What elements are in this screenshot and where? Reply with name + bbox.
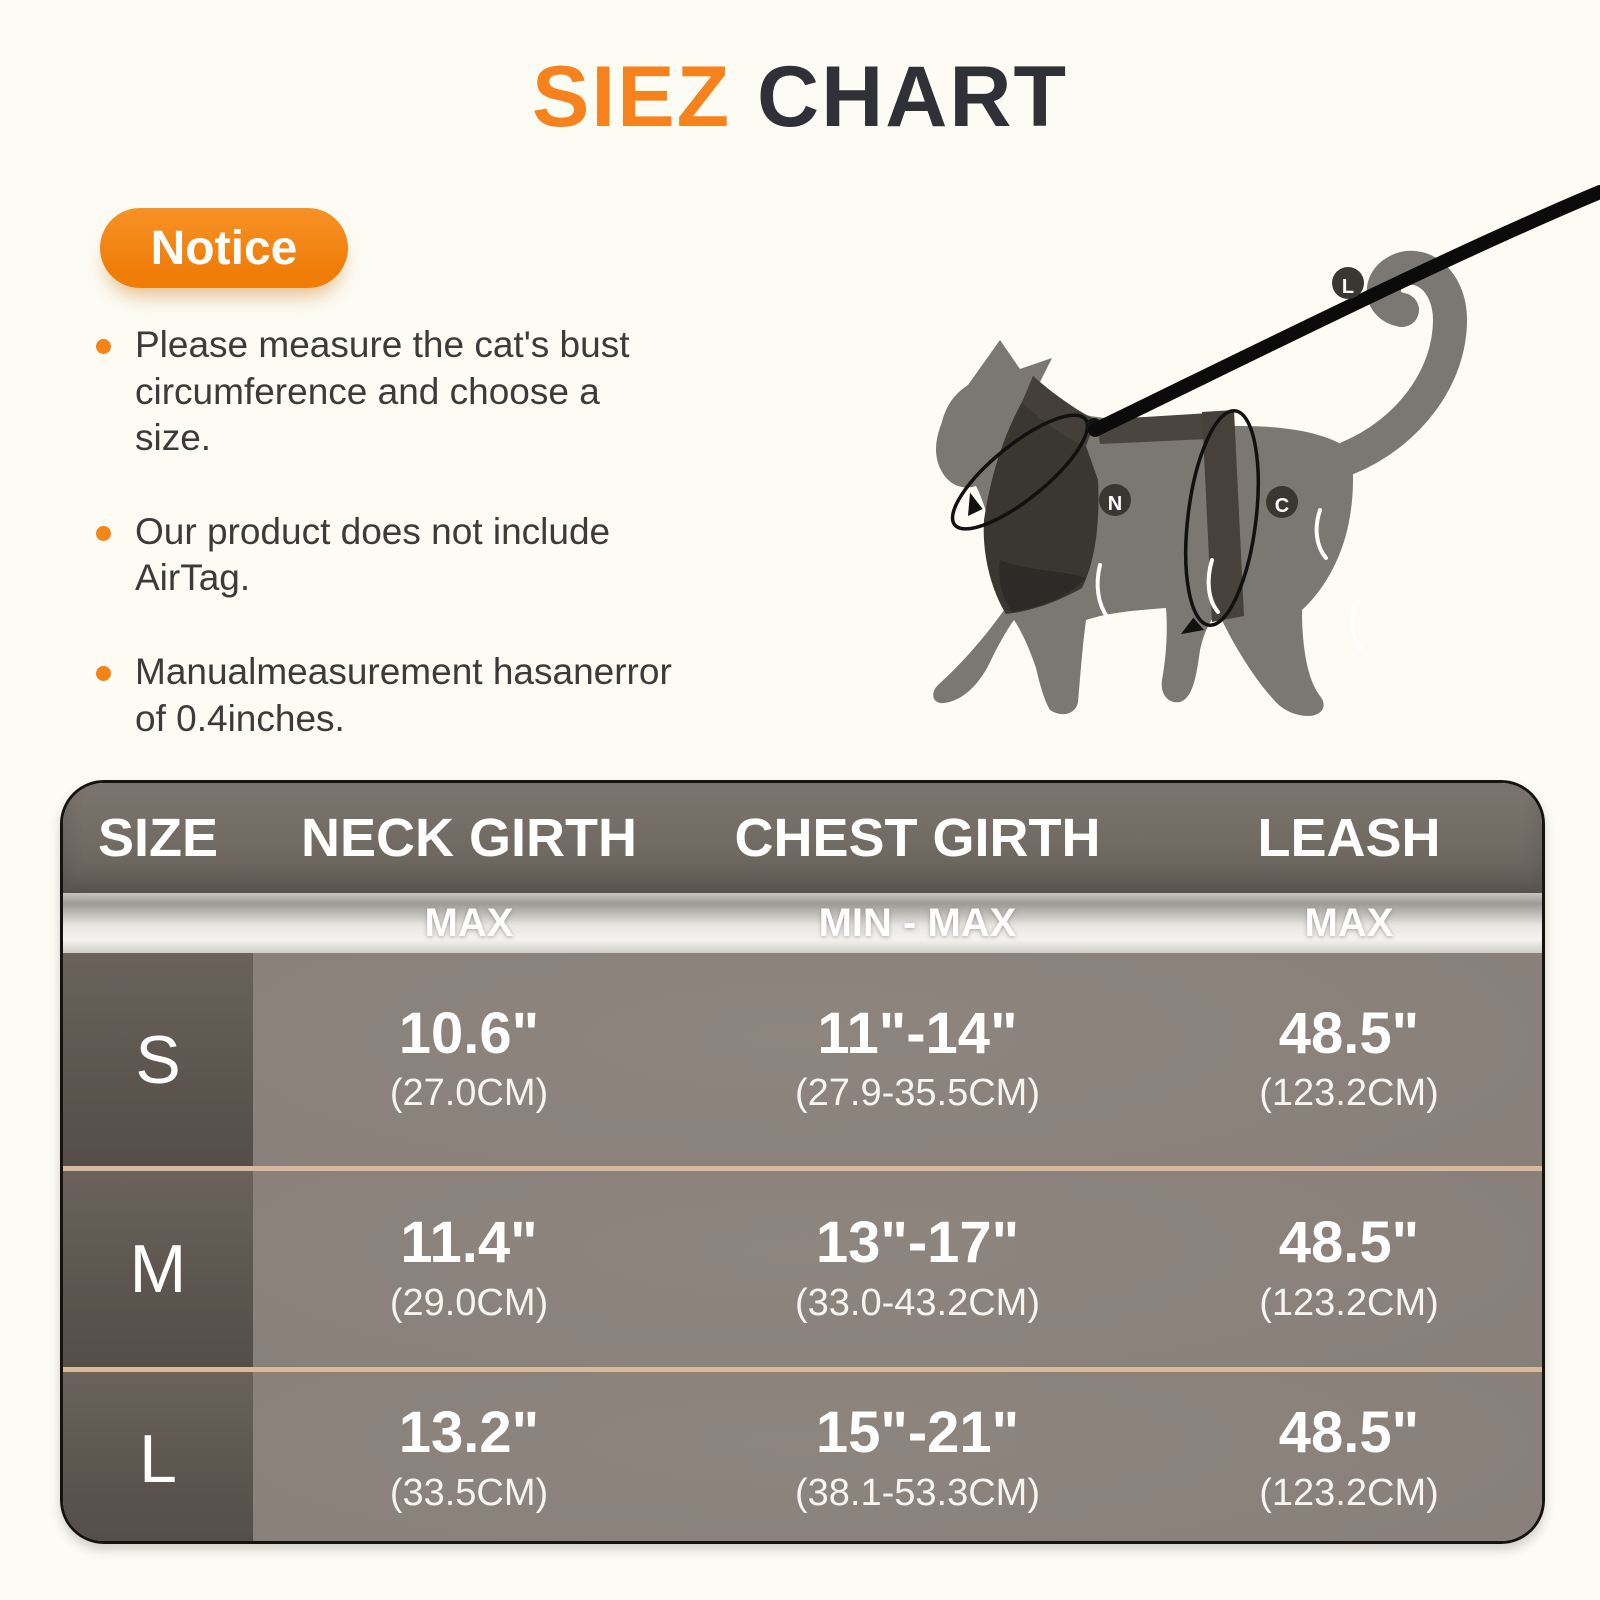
- neck-girth-value: 10.6" (27.0CM): [389, 1000, 549, 1115]
- notice-list: [96, 322, 676, 789]
- list-item: [96, 649, 676, 742]
- bullet-dot-icon: [96, 666, 111, 681]
- bullet-dot-icon: [96, 339, 111, 354]
- notice-text: Our product does not include AirTag.: [135, 510, 611, 599]
- chest-girth-value: 15"-21" (38.1-53.3CM): [795, 1400, 1040, 1514]
- marker-badge-neck: [1099, 484, 1131, 516]
- svg-text:N: N: [1107, 493, 1123, 515]
- column-header-chest: CHEST GIRTH: [734, 808, 1101, 868]
- column-header-leash: LEASH: [1257, 808, 1441, 868]
- svg-text:C: C: [1274, 495, 1290, 517]
- leash-length-value: 48.5" (123.2CM): [1259, 1210, 1439, 1324]
- column-header-size: SIZE: [97, 808, 219, 868]
- size-label: M: [63, 1171, 253, 1367]
- table-subheader-row: [63, 893, 1542, 953]
- notice-badge: [100, 208, 348, 288]
- column-header-neck: NECK GIRTH: [301, 808, 637, 868]
- notice-badge-label: Notice: [150, 221, 298, 275]
- marker-badge-leash: [1332, 267, 1364, 299]
- list-item: [96, 509, 676, 602]
- subheader-chest-minmax: MIN - MAX: [818, 900, 1017, 945]
- leash-length-value: 48.5" (123.2CM): [1259, 1400, 1439, 1514]
- subheader-neck-max: MAX: [424, 900, 514, 945]
- bullet-dot-icon: [96, 526, 111, 541]
- cat-harness-illustration: [850, 180, 1600, 740]
- chest-girth-value: 11"-14" (27.9-35.5CM): [795, 1000, 1040, 1115]
- subheader-blank: [63, 893, 253, 953]
- table-row-size-s: [63, 953, 1542, 1166]
- notice-text: Please measure the cat's bust circumference and choose a size.: [135, 324, 630, 459]
- leash-length-value: 48.5" (123.2CM): [1259, 1000, 1439, 1115]
- chest-girth-value: 13"-17" (33.0-43.2CM): [795, 1210, 1040, 1324]
- list-item: [96, 322, 676, 462]
- page-title: [0, 48, 1600, 147]
- page-title-rest: CHART: [757, 49, 1069, 145]
- table-row-size-l: [63, 1372, 1542, 1544]
- size-label: S: [63, 953, 253, 1166]
- marker-badge-chest: [1266, 486, 1298, 518]
- leash-line: [1095, 192, 1600, 430]
- svg-text:L: L: [1341, 276, 1355, 298]
- table-row-size-m: [63, 1171, 1542, 1367]
- notice-text: Manualmeasurement hasanerror of 0.4inches.: [135, 651, 672, 739]
- table-header-row: [63, 783, 1542, 893]
- subheader-leash-max: MAX: [1304, 900, 1394, 945]
- neck-girth-value: 13.2" (33.5CM): [389, 1400, 549, 1514]
- neck-girth-value: 11.4" (29.0CM): [389, 1210, 549, 1324]
- size-label: L: [63, 1372, 253, 1544]
- page-title-accent: SIEZ: [531, 49, 732, 145]
- size-table: [60, 780, 1545, 1544]
